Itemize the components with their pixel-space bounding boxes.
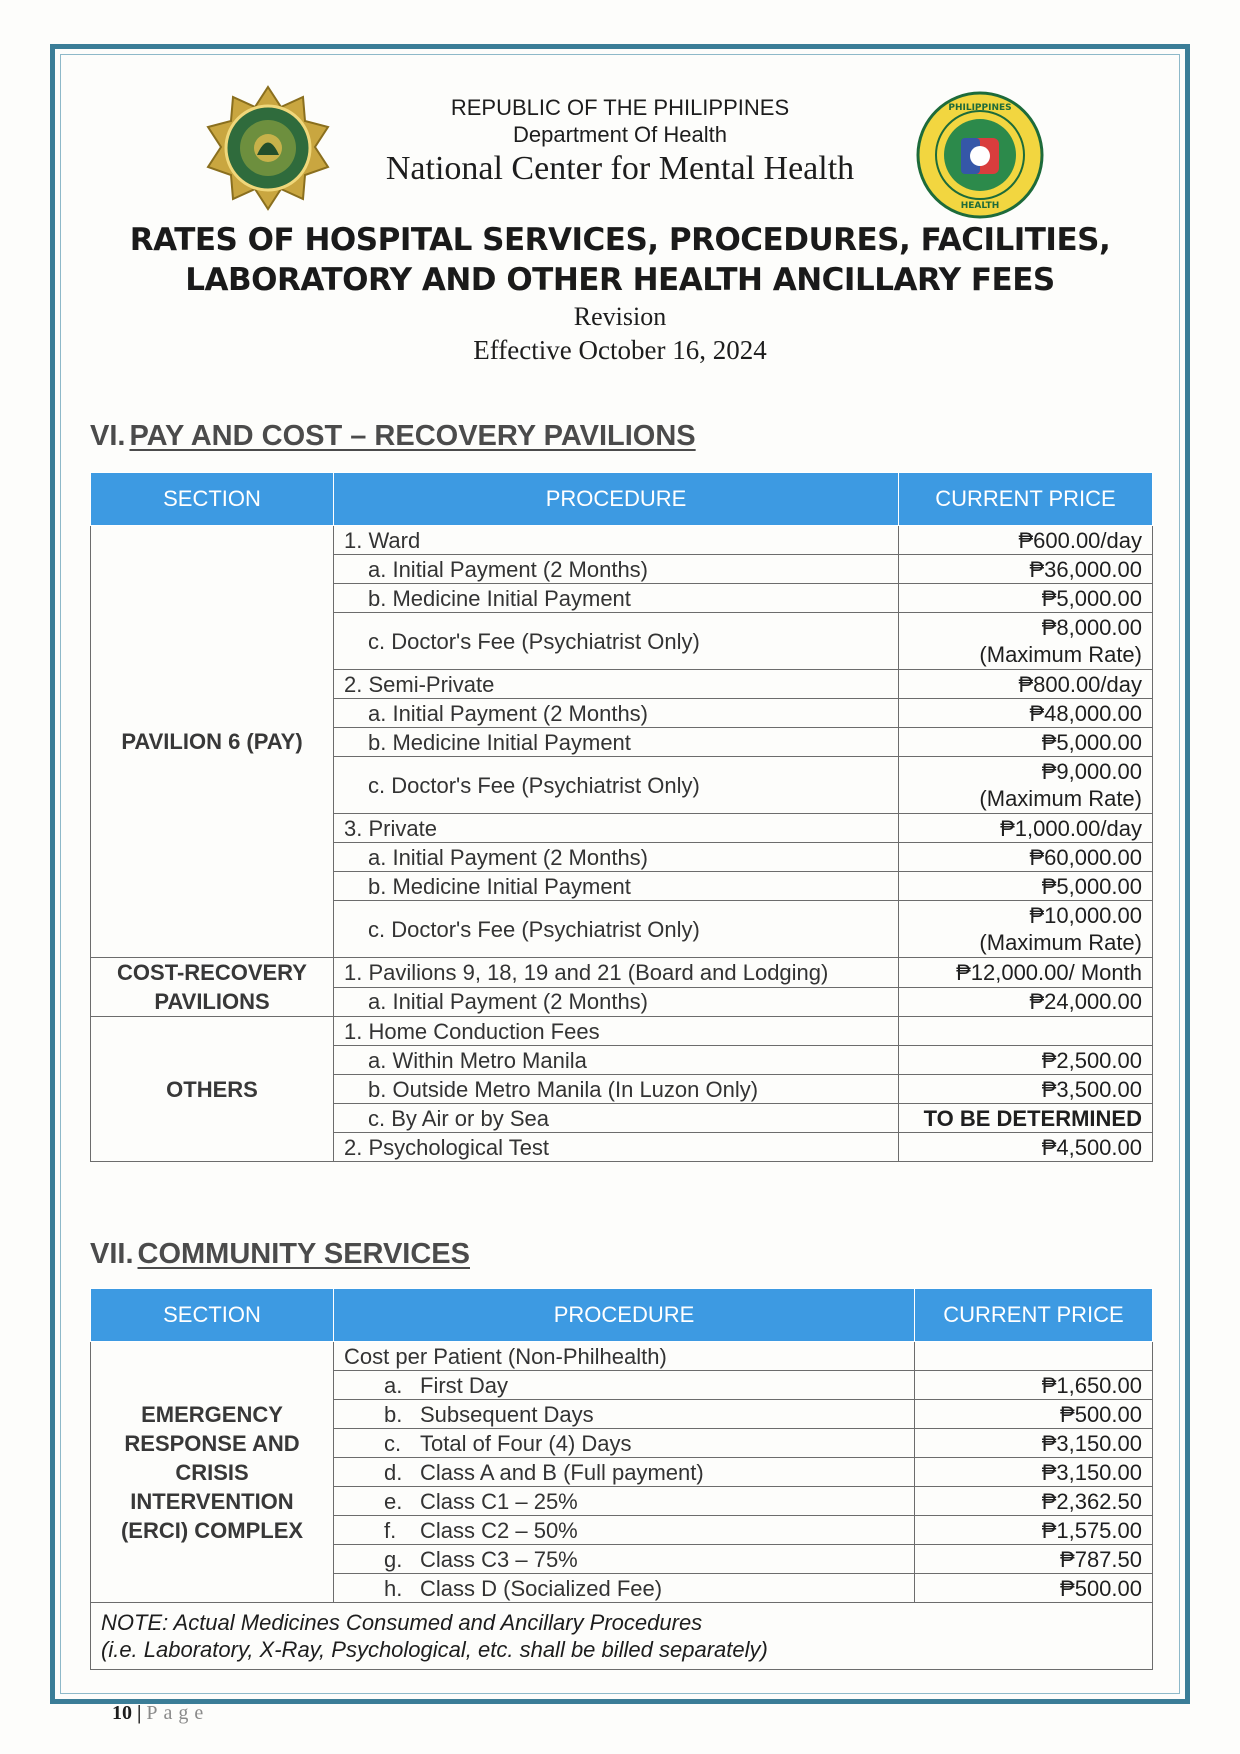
col-section-header: SECTION: [91, 1289, 334, 1342]
center-name: National Center for Mental Health: [385, 150, 855, 187]
page-footer: 10 | Page: [112, 1702, 210, 1724]
document-title: RATES OF HOSPITAL SERVICES, PROCEDURES, FACILITIES, LABORATORY AND OTHER HEALTH ANCILLARY FEES: [129, 222, 1111, 298]
table-row: a. Within Metro Manila ₱2,500.00: [91, 1046, 1153, 1075]
table-row: a. Initial Payment (2 Months) ₱48,000.00: [91, 699, 1153, 728]
col-procedure-header: PROCEDURE: [334, 1289, 915, 1342]
table-row: b. Medicine Initial Payment ₱5,000.00: [91, 584, 1153, 613]
svg-text:PHILIPPINES: PHILIPPINES: [948, 103, 1012, 113]
table-row: b. Subsequent Days ₱500.00: [91, 1400, 1153, 1429]
svg-text:HEALTH: HEALTH: [960, 201, 1000, 211]
revision-label: Revision: [573, 302, 667, 331]
table-row: b. Outside Metro Manila (In Luzon Only) ₱3,500.00: [91, 1075, 1153, 1104]
table-row: COST-RECOVERY PAVILIONS 1. Pavilions 9, 18, 19 and 21 (Board and Lodging) ₱12,000.00/ Month: [91, 958, 1153, 988]
col-section-header: SECTION: [91, 473, 334, 526]
table-row: b. Medicine Initial Payment ₱5,000.00: [91, 872, 1153, 901]
republic-line: REPUBLIC OF THE PHILIPPINES: [450, 95, 790, 120]
table-row: c. Doctor's Fee (Psychiatrist Only) ₱10,000.00 (Maximum Rate): [91, 901, 1153, 958]
table-row: EMERGENCY RESPONSE AND CRISIS INTERVENTION (ERCI) COMPLEX Cost per Patient (Non-Philhealth): [91, 1342, 1153, 1371]
col-price-header: CURRENT PRICE: [899, 473, 1153, 526]
section-cell-erci: EMERGENCY RESPONSE AND CRISIS INTERVENTION (ERCI) COMPLEX: [91, 1342, 334, 1603]
table-row: PAVILION 6 (PAY) 1. Ward ₱600.00/day: [91, 526, 1153, 555]
table-row: g. Class C3 – 75% ₱787.50: [91, 1545, 1153, 1574]
table-row: e. Class C1 – 25% ₱2,362.50: [91, 1487, 1153, 1516]
note-row: [91, 1603, 1153, 1670]
section-cell-others: OTHERS: [91, 1017, 334, 1162]
table-row: c. Doctor's Fee (Psychiatrist Only) ₱9,000.00 (Maximum Rate): [91, 757, 1153, 814]
section-vii-heading: VII. COMMUNITY SERVICES: [90, 1238, 470, 1270]
billing-note: NOTE: Actual Medicines Consumed and Ancillary Procedures (i.e. Laboratory, X-Ray, Psychological, etc. shall be billed separately): [91, 1603, 1153, 1670]
table-row: 2. Psychological Test ₱4,500.00: [91, 1133, 1153, 1162]
table-row: 3. Private ₱1,000.00/day: [91, 814, 1153, 843]
section-cell-cost-recovery: COST-RECOVERY PAVILIONS: [91, 958, 334, 1017]
table-row: f. Class C2 – 50% ₱1,575.00: [91, 1516, 1153, 1545]
pay-pavilions-table: [90, 472, 1153, 1162]
table-header-row: [91, 1289, 1153, 1342]
table-row: a. Initial Payment (2 Months) ₱36,000.00: [91, 555, 1153, 584]
table-row: b. Medicine Initial Payment ₱5,000.00: [91, 728, 1153, 757]
col-procedure-header: PROCEDURE: [334, 473, 899, 526]
table-row: c. By Air or by Sea TO BE DETERMINED: [91, 1104, 1153, 1133]
community-services-table: [90, 1288, 1153, 1670]
department-line: Department Of Health: [513, 122, 727, 147]
table-row: a. Initial Payment (2 Months) ₱24,000.00: [91, 987, 1153, 1017]
table-row: OTHERS 1. Home Conduction Fees: [91, 1017, 1153, 1046]
col-price-header: CURRENT PRICE: [915, 1289, 1153, 1342]
section-cell-pavilion6: PAVILION 6 (PAY): [91, 526, 334, 958]
section-vi-heading: VI. PAY AND COST – RECOVERY PAVILIONS: [90, 420, 696, 452]
table-row: 2. Semi-Private ₱800.00/day: [91, 670, 1153, 699]
table-row: d. Class A and B (Full payment) ₱3,150.00: [91, 1458, 1153, 1487]
effective-date: Effective October 16, 2024: [473, 335, 767, 365]
table-row: a. Initial Payment (2 Months) ₱60,000.00: [91, 843, 1153, 872]
table-row: a. First Day ₱1,650.00: [91, 1371, 1153, 1400]
table-row: c. Total of Four (4) Days ₱3,150.00: [91, 1429, 1153, 1458]
table-row: h. Class D (Socialized Fee) ₱500.00: [91, 1574, 1153, 1603]
table-row: c. Doctor's Fee (Psychiatrist Only) ₱8,000.00 (Maximum Rate): [91, 613, 1153, 670]
table-header-row: [91, 473, 1153, 526]
